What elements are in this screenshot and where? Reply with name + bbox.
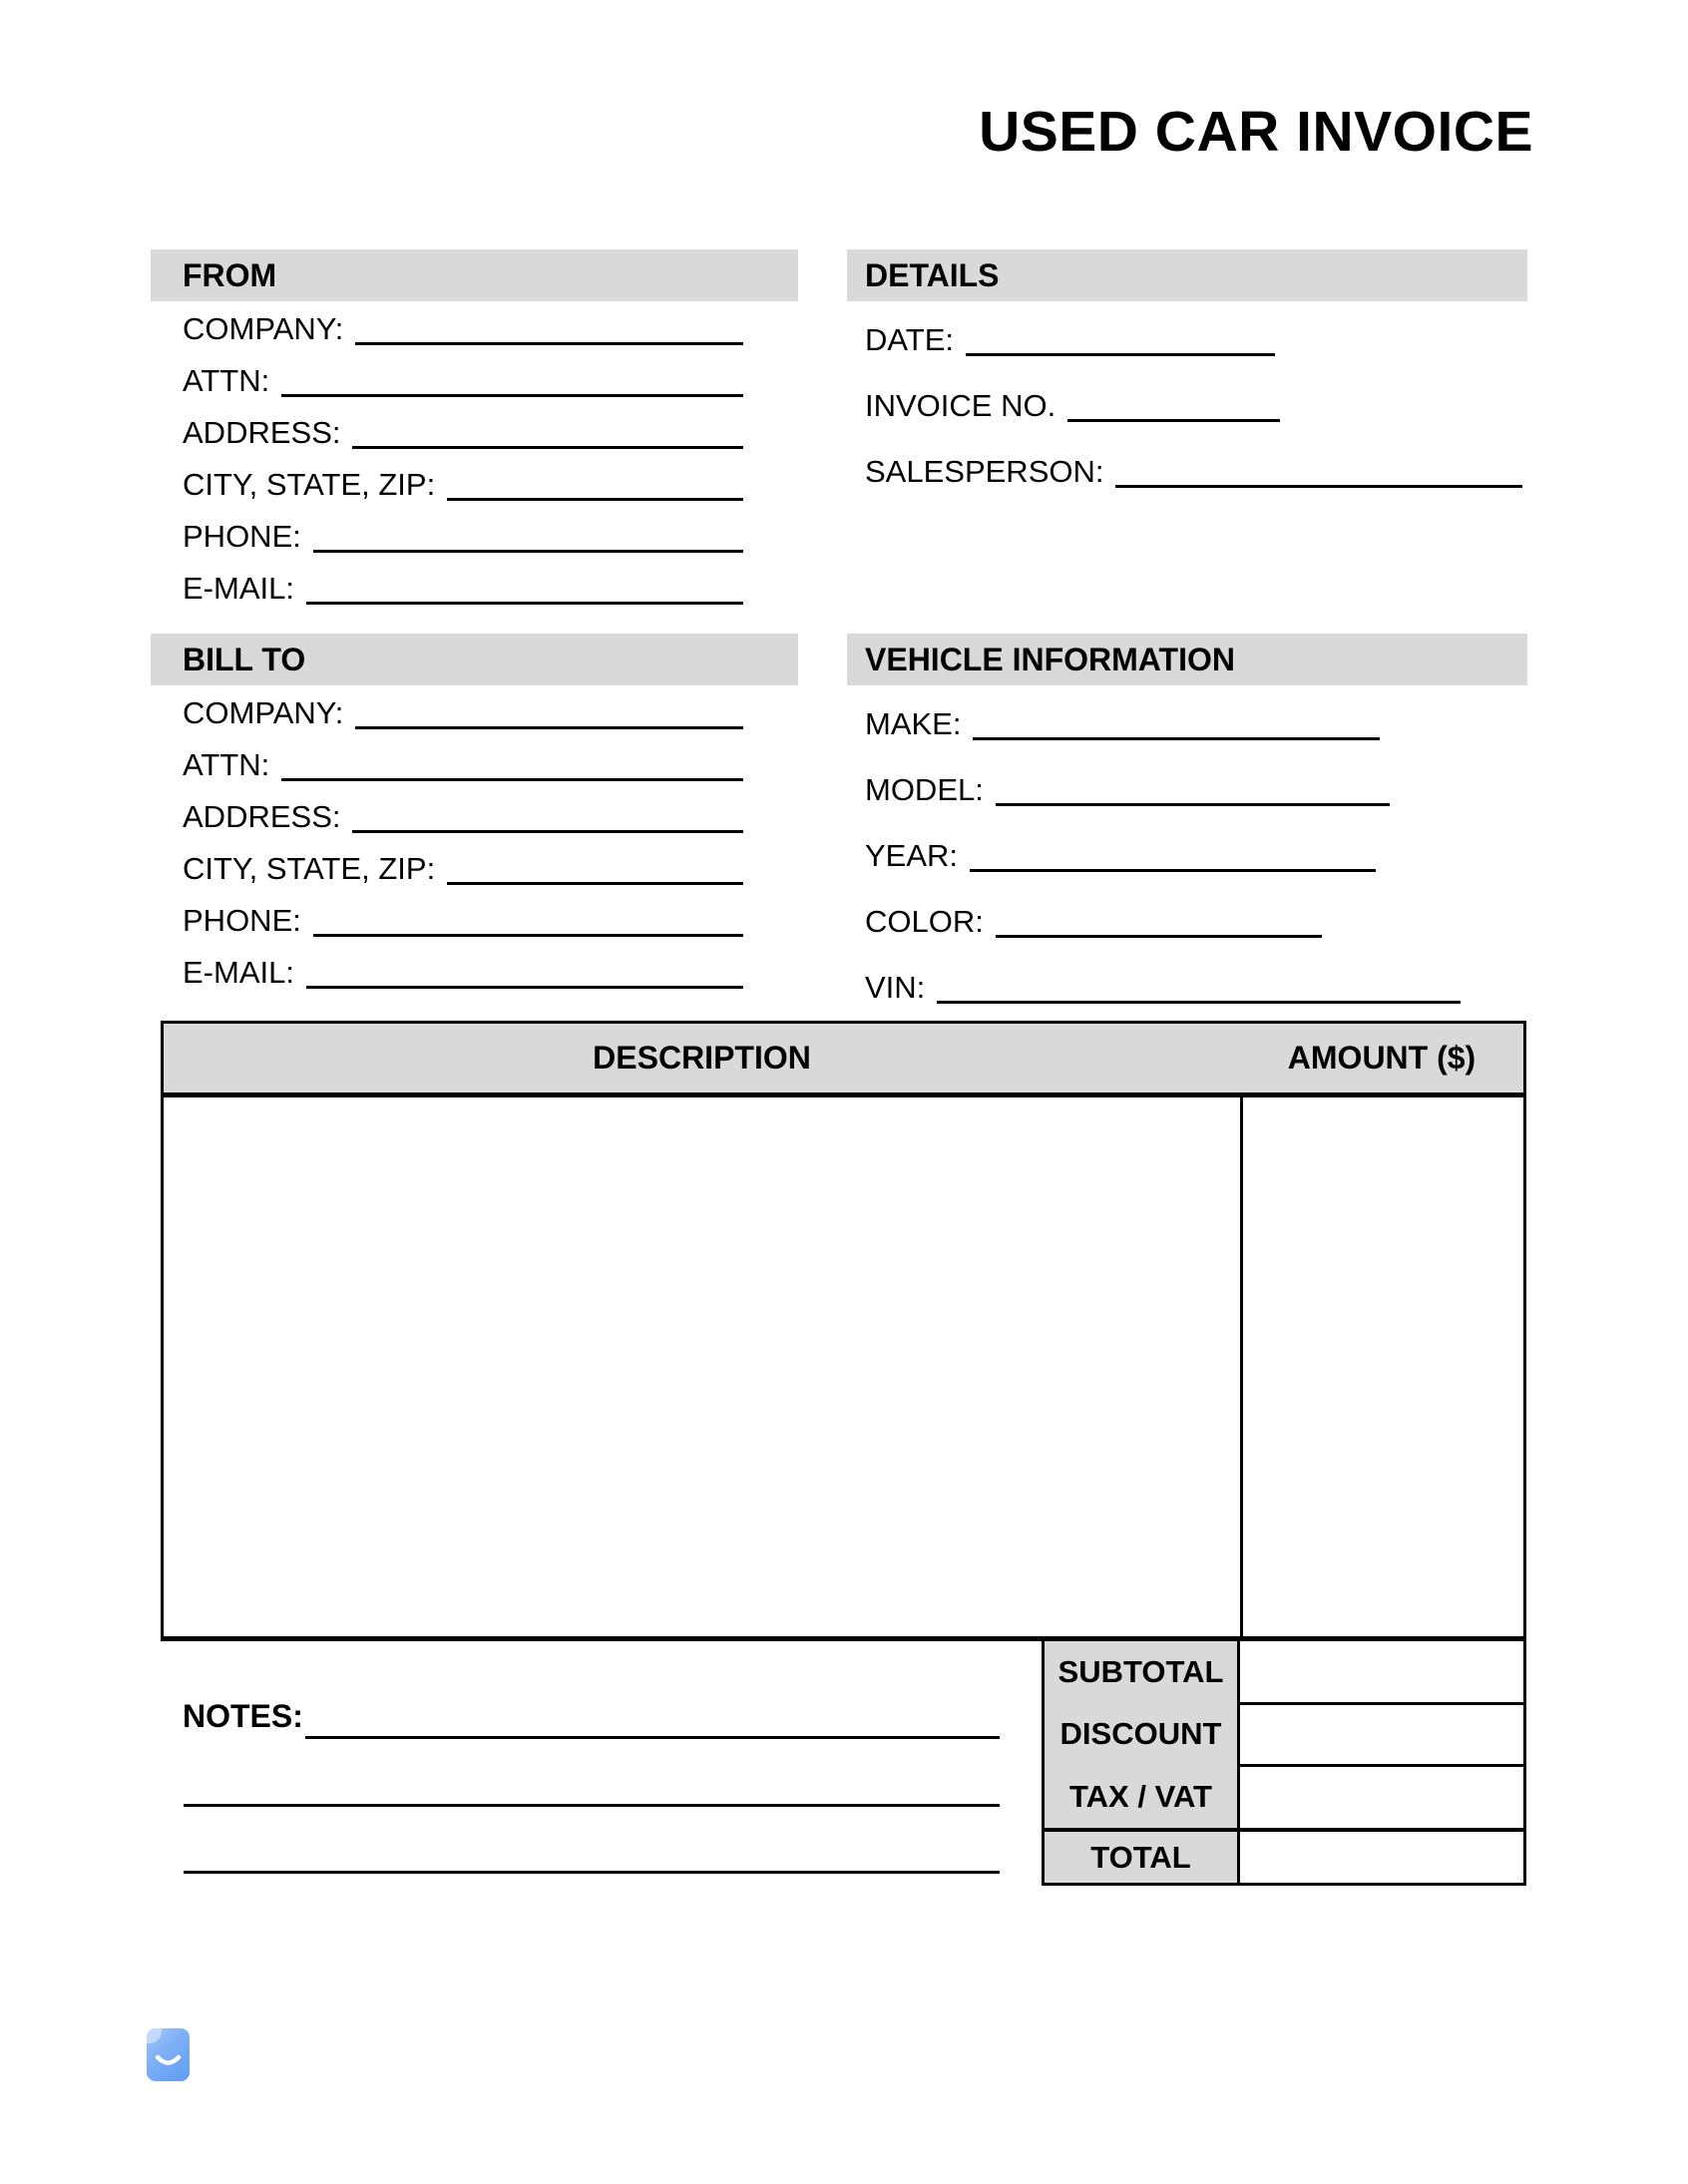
vehicle-year-blank-line (970, 867, 1376, 872)
vehicle-model-label: MODEL: (865, 772, 984, 807)
bill-to-address-blank-line (352, 828, 743, 833)
details-salesperson-row (865, 433, 1527, 499)
discount-tax-separator (1240, 1764, 1523, 1767)
bill-to-attn-row (183, 737, 743, 789)
bill-to-attn-label: ATTN: (183, 747, 270, 782)
details-date-row (865, 301, 1527, 367)
total-row-thick-separator (1042, 1828, 1526, 1832)
bill-to-phone-row (183, 893, 743, 945)
from-email-blank-line (306, 600, 743, 605)
from-address-row (183, 405, 743, 457)
notes-blank-line-2 (184, 1804, 1000, 1807)
tax-vat-value-cell (1240, 1767, 1523, 1828)
subtotal-label: SUBTOTAL (1057, 1654, 1224, 1690)
vehicle-make-label: MAKE: (865, 706, 962, 741)
bill-to-phone-blank-line (313, 932, 743, 937)
logo-smile-arc (147, 2028, 190, 2081)
from-address-blank-line (352, 444, 743, 449)
from-email-label: E-MAIL: (183, 571, 294, 606)
bill-to-phone-label: PHONE: (183, 903, 301, 938)
details-invoice-no-row (865, 367, 1527, 433)
vehicle-make-blank-line (973, 735, 1380, 740)
from-city-state-zip-row (183, 457, 743, 509)
details-invoice-no-label: INVOICE NO. (865, 388, 1056, 423)
description-column-header: DESCRIPTION (593, 1040, 811, 1076)
section-bill-to-fields (183, 685, 743, 997)
section-bill-to-header-bar: BILL TO (151, 634, 798, 685)
bill-to-email-row (183, 945, 743, 997)
from-phone-blank-line (313, 548, 743, 553)
section-details (847, 249, 1527, 499)
section-vehicle-information-fields (865, 685, 1527, 1015)
page-title: USED CAR INVOICE (979, 100, 1533, 164)
section-from (151, 249, 798, 613)
from-attn-blank-line (281, 392, 743, 397)
notes-blank-line-1 (305, 1736, 1000, 1739)
bill-to-company-row (183, 685, 743, 737)
from-company-blank-line (355, 340, 743, 345)
vehicle-model-row (865, 751, 1527, 817)
from-attn-row (183, 353, 743, 405)
bill-to-company-blank-line (355, 724, 743, 729)
notes-label: NOTES: (183, 1698, 303, 1734)
vehicle-vin-row (865, 949, 1527, 1015)
section-details-header-bar: DETAILS (847, 249, 1527, 301)
section-bill-to (151, 634, 798, 997)
totals-bottom-border (1042, 1883, 1526, 1886)
bill-to-company-label: COMPANY: (183, 695, 344, 730)
section-vehicle-information (847, 634, 1527, 1015)
vehicle-make-row (865, 685, 1527, 751)
details-invoice-no-blank-line (1067, 417, 1280, 422)
details-date-label: DATE: (865, 322, 954, 357)
totals-right-border (1523, 1641, 1526, 1886)
details-salesperson-blank-line (1115, 483, 1522, 488)
details-date-blank-line (966, 351, 1275, 356)
bill-to-email-label: E-MAIL: (183, 955, 294, 990)
section-from-header-bar: FROM (151, 249, 798, 301)
subtotal-discount-separator (1240, 1702, 1523, 1705)
from-phone-label: PHONE: (183, 519, 301, 554)
from-city-state-zip-label: CITY, STATE, ZIP: (183, 467, 436, 502)
section-vehicle-information-header-bar: VEHICLE INFORMATION (847, 634, 1527, 685)
totals-left-border (1042, 1641, 1045, 1886)
section-from-fields (183, 301, 743, 613)
tax-vat-label: TAX / VAT (1069, 1778, 1212, 1814)
bill-to-city-state-zip-label: CITY, STATE, ZIP: (183, 851, 436, 886)
from-phone-row (183, 509, 743, 561)
bill-to-attn-blank-line (281, 776, 743, 781)
discount-value-cell (1240, 1705, 1523, 1764)
vehicle-color-row (865, 883, 1527, 949)
bill-to-city-state-zip-blank-line (447, 880, 743, 885)
total-value-cell (1240, 1832, 1523, 1883)
line-items-table-header (164, 1024, 1523, 1097)
line-items-table (161, 1021, 1526, 1641)
vehicle-model-blank-line (996, 801, 1390, 806)
vehicle-vin-blank-line (937, 999, 1461, 1004)
details-salesperson-label: SALESPERSON: (865, 454, 1104, 489)
notes-blank-line-3 (184, 1871, 1000, 1874)
section-details-fields (865, 301, 1527, 499)
amount-column-header: AMOUNT ($) (1287, 1040, 1477, 1076)
discount-label: DISCOUNT (1059, 1716, 1222, 1752)
bill-to-city-state-zip-row (183, 841, 743, 893)
vehicle-year-label: YEAR: (865, 838, 959, 873)
vehicle-color-label: COLOR: (865, 904, 984, 939)
from-city-state-zip-blank-line (447, 496, 743, 501)
from-company-label: COMPANY: (183, 311, 344, 346)
document-smile-logo-icon (147, 2028, 190, 2081)
from-attn-label: ATTN: (183, 363, 270, 398)
vehicle-vin-label: VIN: (865, 970, 926, 1005)
from-email-row (183, 561, 743, 613)
vehicle-year-row (865, 817, 1527, 883)
from-company-row (183, 301, 743, 353)
amount-column-divider (1240, 1097, 1243, 1636)
subtotal-value-cell (1240, 1641, 1523, 1702)
vehicle-color-blank-line (996, 933, 1322, 938)
totals-label-column (1045, 1641, 1237, 1828)
from-address-label: ADDRESS: (183, 415, 341, 450)
bill-to-email-blank-line (306, 984, 743, 989)
bill-to-address-row (183, 789, 743, 841)
bill-to-address-label: ADDRESS: (183, 799, 341, 834)
totals-block (1042, 1641, 1526, 1886)
total-label: TOTAL (1045, 1832, 1237, 1883)
